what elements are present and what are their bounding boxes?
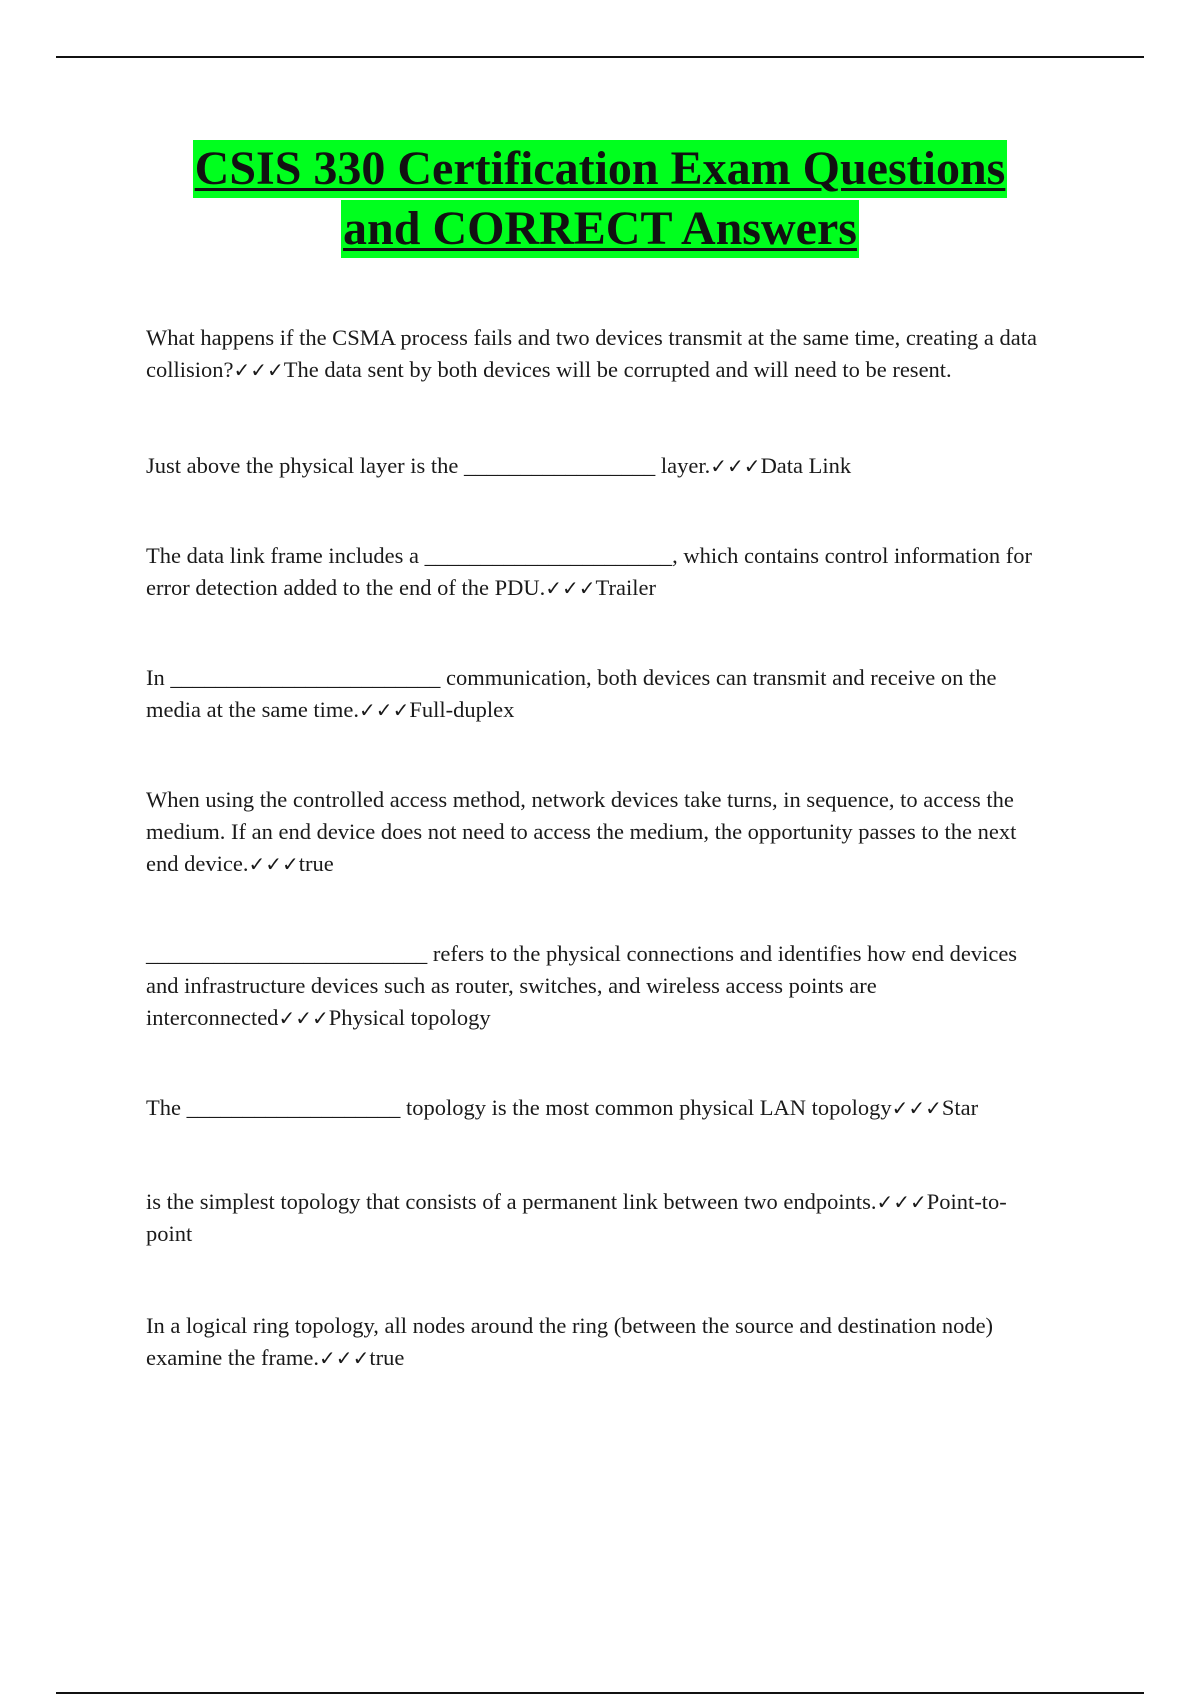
question-3: The data link frame includes a ______________________, which contains control information for error detection added to the end of the PDU. [146, 543, 1033, 600]
checkmark-icon: ✓✓✓ [891, 1096, 942, 1120]
checkmark-icon: ✓✓✓ [278, 1006, 329, 1030]
checkmark-icon: ✓✓✓ [233, 358, 284, 382]
qa-item-2 [146, 450, 1051, 482]
top-rule [56, 56, 1144, 58]
answer-6: Physical topology [328, 1005, 491, 1030]
question-2: Just above the physical layer is the _________________ layer. [146, 453, 711, 478]
qa-item-3 [146, 540, 1051, 604]
qa-item-6 [146, 938, 1051, 1034]
question-8: is the simplest topology that consists of a permanent link between two endpoints. [146, 1189, 877, 1214]
checkmark-icon: ✓✓✓ [545, 576, 596, 600]
checkmark-icon: ✓✓✓ [248, 852, 299, 876]
answer-5: true [298, 851, 334, 876]
question-7: The ___________________ topology is the most common physical LAN topology [146, 1095, 892, 1120]
qa-item-5 [146, 784, 1051, 880]
answer-4: Full-duplex [409, 697, 515, 722]
question-6: _________________________ refers to the physical connections and identifies how end devices and infrastructure devices such as router, switches, and wireless access points are interconnected [146, 941, 1018, 1030]
checkmark-icon: ✓✓✓ [710, 454, 761, 478]
answer-8: Point-to-point [146, 1189, 1007, 1246]
document-title [100, 140, 1100, 260]
answer-7: Star [941, 1095, 979, 1120]
qa-item-8 [146, 1186, 1051, 1250]
qa-item-1 [146, 322, 1051, 386]
answer-3: Trailer [595, 575, 656, 600]
title-line-1: CSIS 330 Certification Exam Questions [193, 140, 1008, 198]
answer-9: true [369, 1345, 405, 1370]
checkmark-icon: ✓✓✓ [359, 698, 410, 722]
answer-1: The data sent by both devices will be corrupted and will need to be resent. [283, 357, 952, 382]
question-1: What happens if the CSMA process fails and two devices transmit at the same time, creating a data collision? [146, 325, 1037, 382]
qa-item-7 [146, 1092, 1051, 1124]
answer-2: Data Link [760, 453, 852, 478]
checkmark-icon: ✓✓✓ [876, 1190, 927, 1214]
qa-list [146, 322, 1051, 1374]
question-4: In ________________________ communication, both devices can transmit and receive on the media at the same time. [146, 665, 997, 722]
bottom-rule [56, 1692, 1144, 1694]
qa-item-4 [146, 662, 1051, 726]
title-line-2: and CORRECT Answers [341, 200, 859, 258]
checkmark-icon: ✓✓✓ [319, 1346, 370, 1370]
question-5: When using the controlled access method, network devices take turns, in sequence, to access the medium. If an end device does not need to access the medium, the opportunity passes to the next end device. [146, 787, 1017, 876]
question-9: In a logical ring topology, all nodes around the ring (between the source and destination node) examine the frame. [146, 1313, 994, 1370]
qa-item-9 [146, 1310, 1051, 1374]
